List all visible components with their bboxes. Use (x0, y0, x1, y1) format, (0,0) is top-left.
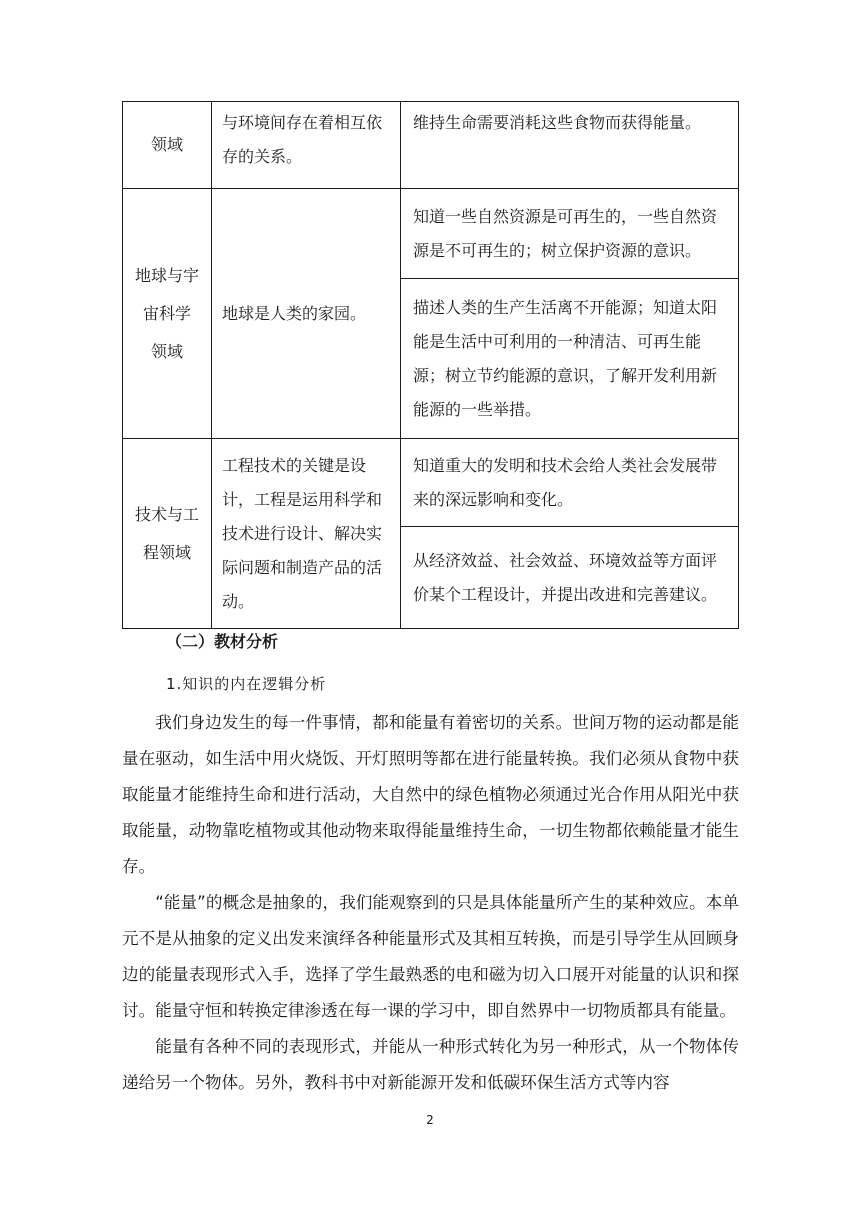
section-subheading: 1.知识的内在逻辑分析 (166, 675, 327, 693)
domain-cell (123, 189, 212, 439)
domain-line: 宙科学 (142, 303, 191, 323)
paragraph: 能量有各种不同的表现形式，并能从一种形式转化为另一种形式，从一个物体传递给另一个物体。另外，教科书中对新能源开发和低碳环保生活方式等内容 (122, 1037, 739, 1092)
page-number: 2 (426, 1113, 434, 1127)
domain-line: 程领域 (142, 542, 191, 562)
concept-cell: 工程技术的关键是设计，工程是运用科学和技术进行设计、解决实际问题和制造产品的活动。 (212, 439, 401, 629)
curriculum-table (122, 101, 739, 629)
domain-cell: 领域 (123, 102, 212, 189)
domain-line: 技术与工 (134, 504, 199, 524)
table-row (123, 102, 739, 189)
table-row (123, 439, 739, 527)
domain-cell (123, 439, 212, 629)
content-cell: 描述人类的生产生活离不开能源；知道太阳能是生活中可利用的一种清洁、可再生能源；树立节约能源的意识，了解开发利用新能源的一些举措。 (401, 279, 739, 439)
paragraph: 我们身边发生的每一件事情，都和能量有着密切的关系。世间万物的运动都是能量在驱动，如生活中用火烧饭、开灯照明等都在进行能量转换。我们必须从食物中获取能量才能维持生命和进行活动，大自然中的绿色植物必须通过光合作用从阳光中获取能量，动物靠吃植物或其他动物来取得能量维持生命，一切生物都依赖能量才能生存。 (122, 713, 739, 876)
content-cell: 知道一些自然资源是可再生的，一些自然资源是不可再生的；树立保护资源的意识。 (401, 189, 739, 279)
section-heading: （二）教材分析 (166, 632, 279, 651)
concept-cell: 与环境间存在着相互依存的关系。 (212, 102, 401, 189)
table-row (123, 189, 739, 279)
content-cell: 从经济效益、社会效益、环境效益等方面评价某个工程设计，并提出改进和完善建议。 (401, 527, 739, 629)
concept-cell: 地球是人类的家园。 (212, 189, 401, 439)
content-cell: 维持生命需要消耗这些食物而获得能量。 (401, 102, 739, 189)
body-text (122, 705, 739, 1101)
domain-line: 地球与宇 (134, 265, 199, 285)
content-cell: 知道重大的发明和技术会给人类社会发展带来的深远影响和变化。 (401, 439, 739, 527)
paragraph: “能量”的概念是抽象的，我们能观察到的只是具体能量所产生的某种效应。本单元不是从抽象的定义出发来演绎各种能量形式及其相互转换，而是引导学生从回顾身边的能量表现形式入手，选择了学生最熟悉的电和磁为切入口展开对能量的认识和探讨。能量守恒和转换定律渗透在每一课的学习中，即自然界中一切物质都具有能量。 (122, 893, 739, 1020)
domain-line: 领域 (150, 341, 183, 361)
